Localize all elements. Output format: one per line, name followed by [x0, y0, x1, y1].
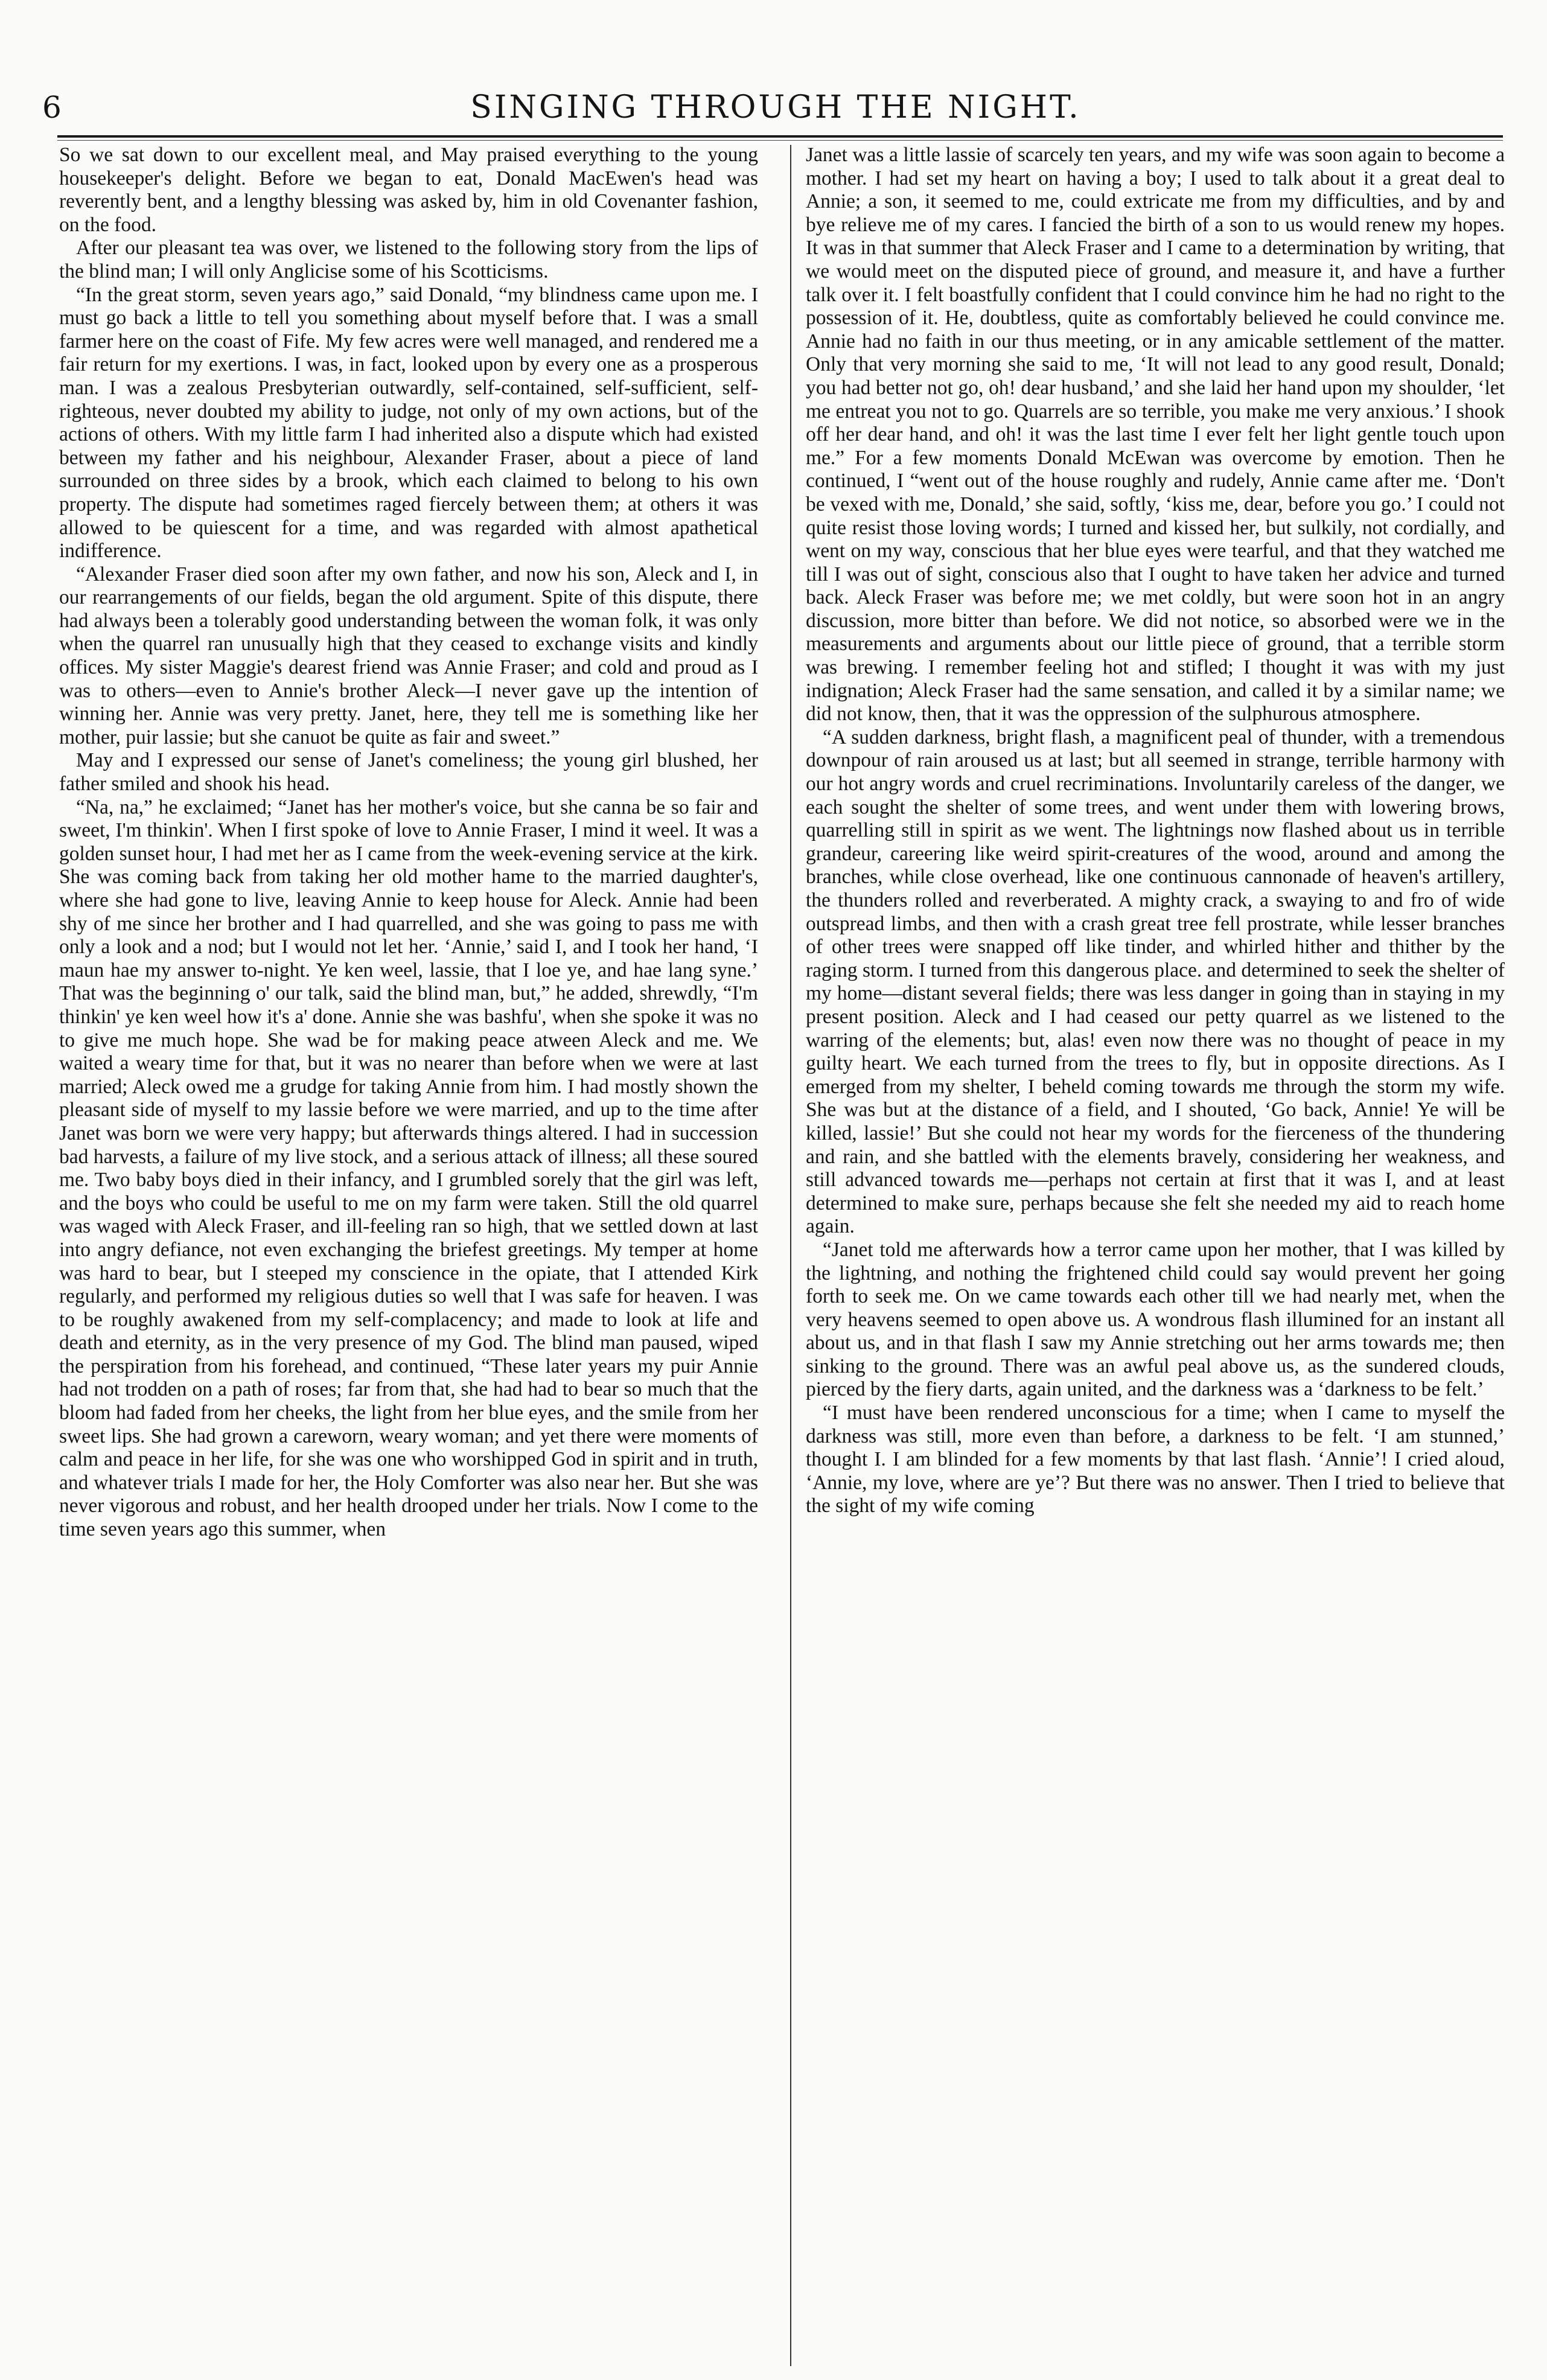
paragraph: “I must have been rendered unconscious for a time; when I came to myself the darkness was still, more even than before, a darkness to be felt. ‘I am stunned,’ thought I. I am blinded for a few moments by that last flash. ‘Annie’! I cried aloud, ‘Annie, my love, where are ye’? But there was no answer. Then I tried to believe that the sight of my wife coming [806, 1402, 1505, 1517]
paragraph: Janet was a little lassie of scarcely ten years, and my wife was soon again to become a mother. I had set my heart on having a boy; I used to talk about it a great deal to Annie; a son, it seemed to me, could extricate me from my difficulties, and by and bye relieve me of my cares. I fancied the birth of a son to us would renew my hopes. It was in that summer that Aleck Fraser and I came to a determination by writing, that we would meet on the disputed piece of ground, and measure it, and have a further talk over it. I felt boastfully confident that I could convince him he had no right to the possession of it. He, doubtless, quite as comfortably believed he could convince me. Annie had no faith in our thus meeting, or in any amicable settlement of the matter. Only that very morning she said to me, ‘It will not lead to any good result, Donald; you had better not go, oh! dear husband,’ and she laid her hand upon my shoulder, ‘let me entreat you not to go. Quarrels are so terrible, you make me very anxious.’ I shook off her dear hand, and oh! it was the last time I ever felt her light gentle touch upon me.” For a few moments Donald McEwan was overcome by emotion. Then he continued, I “went out of the house roughly and rudely, Annie came after me. ‘Don't be vexed with me, Donald,’ she said, softly, ‘kiss me, dear, before you go.’ I could not quite resist those loving words; I turned and kissed her, but sulkily, not cordially, and went on my way, conscious that her blue eyes were tearful, and that they watched me till I was out of sight, conscious also that I ought to have taken her advice and turned back. Aleck Fraser was before me; we met coldly, but were soon hot in an angry discussion, more bitter than before. We did not notice, so absorbed were we in the measurements and arguments about our little piece of ground, that a terrible storm was brewing. I remember feeling hot and stifled; I thought it was with my just indignation; Aleck Fraser had the same sensation, and called it by a similar name; we did not know, then, that it was the oppression of the sulphurous atmosphere. [806, 144, 1505, 726]
paragraph: “Janet told me afterwards how a terror came upon her mother, that I was killed by the lightning, and nothing the frightened child could say would prevent her going forth to seek me. On we came towards each other till we had nearly met, when the very heavens seemed to open above us. A wondrous flash illumined for an instant all about us, and in that flash I saw my Annie stretching out her arms towards me; then sinking to the ground. There was an awful peal above us, as the sundered clouds, pierced by the fiery darts, again united, and the darkness was a ‘darkness to be felt.’ [806, 1238, 1505, 1401]
left-column [59, 144, 758, 2365]
running-title: SINGING THROUGH THE NIGHT. [470, 89, 1081, 126]
paragraph: After our pleasant tea was over, we listened to the following story from the lips of the blind man; I will only Anglicise some of his Scotticisms. [59, 237, 758, 282]
column-divider [790, 145, 791, 2366]
paragraph: May and I expressed our sense of Janet's comeliness; the young girl blushed, her father smiled and shook his head. [59, 749, 758, 796]
paragraph: “Na, na,” he exclaimed; “Janet has her mother's voice, but she canna be so fair and sweet, I'm thinkin'. When I first spoke of love to Annie Fraser, I mind it weel. It was a golden sunset hour, I had met her as I came from the week-evening service at the kirk. She was coming back from taking her old mother hame to the married daughter's, where she had gone to live, leaving Annie to keep house for Aleck. Annie had been shy of me since her brother and I had quarrelled, and she was going to pass me with only a look and a nod; but I would not let her. ‘Annie,’ said I, and I took her hand, ‘I maun hae my answer to-night. Ye ken weel, lassie, that I loe ye, and hae lang syne.’ That was the beginning o' our talk, said the blind man, but,” he added, shrewdly, “I'm thinkin' ye ken weel how it's a' done. Annie she was bashfu', when she spoke it was no to give me much hope. She wad be for making peace atween Aleck and me. We waited a weary time for that, but it was no nearer than before when we were at last married; Aleck owed me a grudge for taking Annie from him. I had mostly shown the pleasant side of myself to my lassie before we were married, and up to the time after Janet was born we were very happy; but afterwards things altered. I had in succession bad harvests, a failure of my live stock, and a serious attack of illness; all these soured me. Two baby boys died in their infancy, and I grumbled sorely that the girl was left, and the boys who could be useful to me on my farm were taken. Still the old quarrel was waged with Aleck Fraser, and ill-feeling ran so high, that we settled down at last into angry defiance, not even exchanging the briefest greetings. My temper at home was hard to bear, but I steeped my conscience in the opiate, that I attended Kirk regularly, and performed my religious duties so well that I was safe for heaven. I was to be roughly awakened from my self-complacency; and made to look at life and death and eternity, as in the very presence of my God. The blind man paused, wiped the perspiration from his forehead, and continued, “These later years my puir Annie had not trodden on a path of roses; far from that, she had had to bear so much that the bloom had faded from her cheeks, the light from her blue eyes, and the smile from her sweet lips. She had grown a careworn, weary woman; and yet there were moments of calm and peace in her life, for she was one who worshipped God in spirit and in truth, and whatever trials I made for her, the Holy Comforter was also near her. But she was never vigorous and robust, and her health drooped under her trials. Now I come to the time seven years ago this summer, when [59, 796, 758, 1541]
page-number: 6 [42, 90, 62, 125]
header-rule-thin [57, 140, 1503, 141]
paragraph: “In the great storm, seven years ago,” said Donald, “my blindness came upon me. I must go back a little to tell you something about myself before that. I was a small farmer here on the coast of Fife. My few acres were well managed, and rendered me a fair return for my exertions. I was, in fact, looked upon by every one as a prosperous man. I was a zealous Presbyterian outwardly, self-contained, self-sufficient, self-righteous, never doubted my ability to judge, not only of my own actions, but of the actions of others. With my little farm I had inherited also a dispute which had existed between my father and his neighbour, Alexander Fraser, about a piece of land surrounded on three sides by a brook, which each claimed to belong to his own property. The dispute had sometimes raged fiercely between them; at others it was allowed to be quiescent for a time, and was regarded with almost apathetical indifference. [59, 283, 758, 563]
paragraph: “Alexander Fraser died soon after my own father, and now his son, Aleck and I, in our rearrangements of our fields, began the old argument. Spite of this dispute, there had always been a tolerably good understanding between the woman folk, it was only when the quarrel ran unusually high that they ceased to exchange visits and kindly offices. My sister Maggie's dearest friend was Annie Fraser; and cold and proud as I was to others—even to Annie's brother Aleck—I never gave up the intention of winning her. Annie was very pretty. Janet, here, they tell me is something like her mother, puir lassie; but she canuot be quite as fair and sweet.” [59, 563, 758, 748]
paragraph: So we sat down to our excellent meal, and May praised everything to the young housekeeper's delight. Before we began to eat, Donald MacEwen's head was reverently bent, and a lengthy blessing was asked by, him in old Covenanter fashion, on the food. [59, 144, 758, 236]
page-header [42, 83, 1509, 132]
paragraph: “A sudden darkness, bright flash, a magnificent peal of thunder, with a tremendous downpour of rain aroused us at last; but all seemed in strange, terrible harmony with our hot angry words and cruel recriminations. Involuntarily careless of the danger, we each sought the shelter of some trees, and went under them with lowering brows, quarrelling still in spirit as we went. The lightnings now flashed about us in terrible grandeur, careering like weird spirit-creatures of the wood, around and among the branches, while close overhead, like one continuous cannonade of heaven's artillery, the thunders rolled and reverberated. A mighty crack, a swaying to and fro of wide outspread limbs, and then with a crash great tree fell prostrate, while lesser branches of other trees were snapped off like tinder, and whirled hither and thither by the raging storm. I turned from this dangerous place. and determined to seek the shelter of my home—distant several fields; there was less danger in going than in staying in my present position. Aleck and I had ceased our petty quarrel as we listened to the warring of the elements; but, alas! even now there was no thought of peace in my guilty heart. We each turned from the trees to fly, but in opposite directions. As I emerged from my shelter, I beheld coming towards me through the storm my wife. She was but at the distance of a field, and I shouted, ‘Go back, Annie! Ye will be killed, lassie!’ But she could not hear my words for the fierceness of the thundering and rain, and she battled with the elements bravely, considering her weakness, and still advanced towards me—perhaps not certain at first that it was I, and at least determined to make sure, perhaps because she felt she needed my aid to reach home again. [806, 726, 1505, 1238]
header-rule [57, 135, 1503, 138]
right-column [806, 144, 1505, 2365]
